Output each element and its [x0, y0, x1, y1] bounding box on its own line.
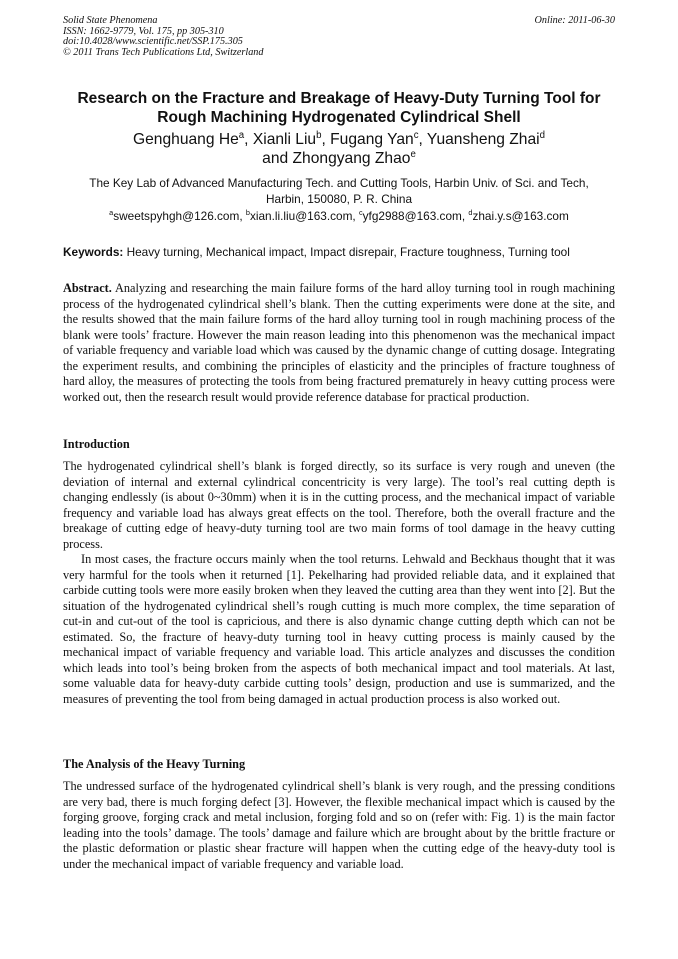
keywords-text: Heavy turning, Mechanical impact, Impact disrepair, Fracture toughness, Turning tool	[123, 245, 570, 259]
email-list	[40, 209, 638, 223]
journal-issn: ISSN: 1662-9779, Vol. 175, pp 305-310	[63, 25, 224, 37]
author-list	[40, 130, 638, 168]
journal-doi: doi:10.4028/www.scientific.net/SSP.175.305	[63, 36, 243, 48]
email-address[interactable]: xian.li.liu@163.com	[249, 209, 353, 223]
email-sep: ,	[352, 209, 359, 223]
author-sep: ,	[244, 131, 253, 148]
abstract-label: Abstract.	[63, 281, 112, 295]
author-mark: a	[238, 129, 245, 141]
author-mark: d	[539, 129, 545, 141]
author-name: Genghuang He	[133, 131, 239, 148]
affiliation-line: Harbin, 150080, P. R. China	[265, 192, 413, 206]
abstract	[63, 281, 615, 405]
email-address[interactable]: yfg2988@163.com	[362, 209, 462, 223]
journal-name: Solid State Phenomena	[63, 15, 158, 26]
paper-title-line: Rough Machining Hydrogenated Cylindrical Shell	[157, 108, 521, 126]
author-name: Xianli Liu	[252, 131, 317, 148]
paper-title-line: Research on the Fracture and Breakage of Heavy-Duty Turning Tool for	[77, 90, 601, 107]
affiliation-line: The Key Lab of Advanced Manufacturing Tech. and Cutting Tools, Harbin Univ. of Sci. and Tech,	[89, 176, 589, 190]
email-sep: ,	[461, 209, 469, 223]
journal-header	[63, 16, 263, 58]
email-mark: d	[468, 208, 473, 218]
author-name: Yuansheng Zhai	[426, 131, 540, 148]
author-name: and Zhongyang Zhao	[262, 150, 411, 167]
section-heading: Introduction	[63, 437, 130, 451]
author-mark: e	[410, 148, 416, 160]
author-sep: ,	[321, 131, 331, 148]
author-line	[40, 149, 638, 168]
body-paragraph: In most cases, the fracture occurs mainly when the tool returns. Lehwald and Beckhaus thought that it was very harmful for the tools when it returned [1]. Pekelharing had provided reliable data, and it explained that carbide cutting tools were more easily broken when they leaved the cutting area than they went into [2]. But the situation of the hydrogenated cylindrical shell’s rough cutting is much more complex, the time separation of cut-in and cut-out of the tool is capricious, and there is also dynamic change cutting depth which can not be estimated. So, the fracture of heavy-duty turning tool in heavy cutting process is mainly caused by the mechanical impact of variable frequency and variable load. This article analyzes and discusses the condition which leads into tool’s being broken from the aspects of both mechanical impact and tool materials. At last, some valuable data for heavy-duty carbide cutting tools’ design, production and use is summarized, and the measures of preventing the tool from being damaged in actual production process is also worked out.	[63, 552, 615, 706]
author-line	[40, 130, 638, 149]
online-date: Online: 2011-06-30	[534, 15, 615, 26]
abstract-text: Analyzing and researching the main failure forms of the hard alloy turning tool in rough machining process of the hydrogenated cylindrical shell’s blank. Then the cutting experiments were done at the site, and the results showed that the main failure forms of the hard alloy turning tool in rough machining process of the blank were tools’ fracture. However the main reason leading into this phenomenon was the mechanical impact of variable frequency and variable load which was caused by the dynamic change of cutting dosage. Integrating the experiment results, and combining the principles of elasticity and the principles of fracture toughness of hard alloy, the measures of protecting the tools from being fractured prematurely in heavy cutting process were worked out, then the research result would provide reference database for practical production.	[63, 281, 615, 404]
journal-copyright: © 2011 Trans Tech Publications Ltd, Switzerland	[63, 46, 264, 58]
email-mark: b	[245, 208, 250, 218]
author-mark: c	[413, 129, 419, 141]
body-paragraph: The hydrogenated cylindrical shell’s blank is forged directly, so its surface is very rough and uneven (the deviation of internal and external cylindrical concentricity is very large). The tool’s real cutting depth is changing endlessly (is about 0~30mm) when it is in the cutting process, and the mechanical impact of variable frequency and variable load has always great effects on the tool. Therefore, both the overall fracture and the breakage of cutting edge of heavy-duty turning tool are two main forms of tool damage in the heavy cutting process.	[63, 459, 615, 551]
author-sep: ,	[418, 131, 427, 148]
keywords-label: Keywords:	[63, 245, 124, 259]
email-address[interactable]: zhai.y.s@163.com	[472, 209, 569, 223]
email-mark: a	[109, 208, 114, 218]
affiliation	[56, 175, 622, 207]
section-heading: The Analysis of the Heavy Turning	[63, 757, 246, 771]
email-address[interactable]: sweetspyhgh@126.com	[113, 209, 240, 223]
author-mark: b	[316, 129, 322, 141]
body-paragraph: The undressed surface of the hydrogenated cylindrical shell’s blank is very rough, and the pressing conditions are very bad, there is much forging defect [3]. However, the flexible mechanical impact which is caused by the forging groove, forging crack and metal inclusion, forging fold and so on (refer with: Fig. 1) is the main factor leading into the tools’ damage. The tools’ damage and failure which are brought about by the brittle fracture or the plastic deformation or plastic shear fracture will happen when the cutting edge of the heavy-duty tool is under the mechanical impact of variable frequency and variable load.	[63, 779, 615, 871]
author-name: Fugang Yan	[330, 131, 414, 148]
email-mark: c	[358, 208, 363, 218]
email-sep: ,	[239, 209, 246, 223]
keywords	[63, 245, 618, 259]
paper-title	[40, 90, 638, 127]
